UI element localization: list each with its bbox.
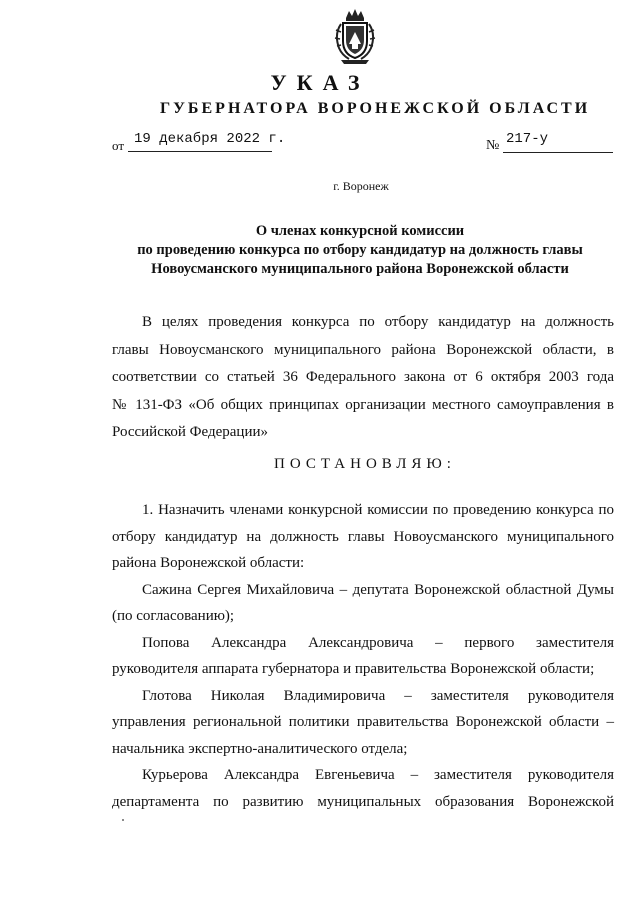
preamble-line: В целях проведения конкурса по отбору кандидатур на должность <box>142 314 614 330</box>
body-line: департамента по развитию муниципальных образования Воронежской <box>112 793 614 810</box>
coat-of-arms-icon <box>333 8 377 66</box>
preamble-line: соответствии со статьей 36 Федерального закона от 6 октября 2003 года <box>112 369 614 385</box>
decree-word: ПОСТАНОВЛЯЮ: <box>274 456 456 472</box>
document-number: 217-у <box>506 131 549 147</box>
body-line: управления региональной политики правительства Воронежской области – <box>112 714 614 730</box>
body-line: Сажина Сергея Михайловича – депутата Воронежской областной Думы <box>142 581 614 598</box>
preamble-paragraph <box>112 309 614 447</box>
body-line: Глотова Николая Владимировича – заместителя руководителя <box>142 687 614 704</box>
number-underline <box>503 152 613 153</box>
number-prefix: № <box>486 138 500 153</box>
document-heading <box>100 222 620 279</box>
document-title: УКАЗ <box>270 70 370 95</box>
preamble-line: главы Новоусманского муниципального района Воронежской области, в <box>112 341 614 358</box>
body-line: руководителя аппарата губернатора и правительства Воронежской области; <box>112 661 595 677</box>
date-prefix: от <box>112 138 125 153</box>
body-line: района Воронежской области: <box>112 555 305 571</box>
preamble-line: Российской Федерации» <box>112 424 269 440</box>
heading-line: по проведению конкурса по отбору кандидатур на должность главы <box>137 242 583 258</box>
body-line: Попова Александра Александровича – первого заместителя <box>142 634 614 651</box>
heading-line: О членах конкурсной комиссии <box>255 223 465 239</box>
city-label: г. Воронеж <box>333 179 389 193</box>
body-line: 1. Назначить членами конкурсной комиссии по проведению конкурса по <box>142 502 614 518</box>
heading-line: Новоусманского муниципального района Воронежской области <box>151 261 569 277</box>
document-subtitle: ГУБЕРНАТОРА ВОРОНЕЖСКОЙ ОБЛАСТИ <box>160 100 591 117</box>
date-underline <box>128 151 272 152</box>
body-line: (по согласованию); <box>112 608 235 624</box>
document-date: 19 декабря 2022 г. <box>134 131 286 147</box>
body-line: Курьерова Александра Евгеньевича – заместителя руководителя <box>142 767 614 783</box>
document-body <box>112 497 614 815</box>
scan-speck <box>122 819 124 821</box>
preamble-line: № 131-ФЗ «Об общих принципах организации местного самоуправления в <box>112 396 614 413</box>
body-line: начальника экспертно-аналитического отдела; <box>112 740 408 757</box>
body-line: отбору кандидатур на должность главы Новоусманского муниципального <box>112 528 614 545</box>
